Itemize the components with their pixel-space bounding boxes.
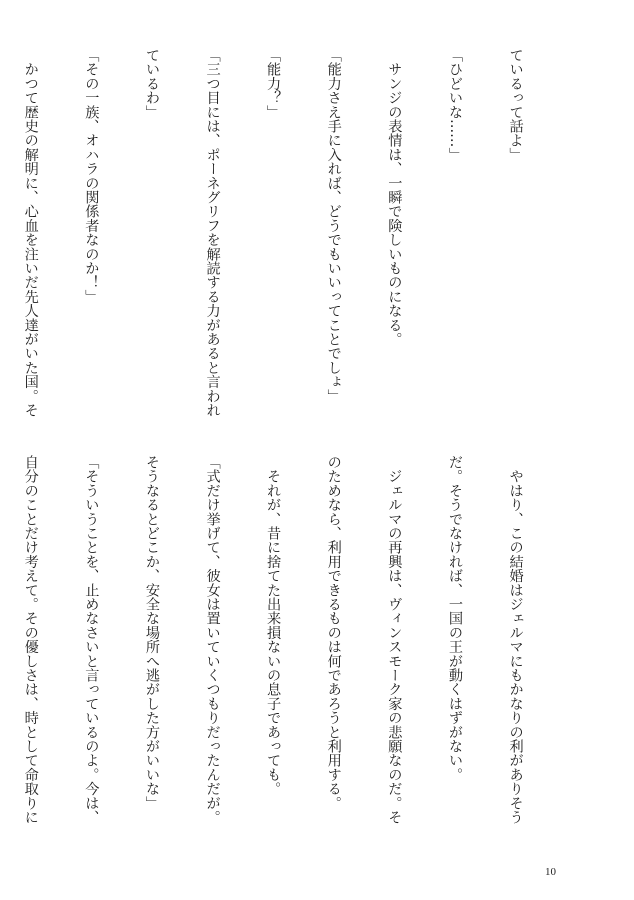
page-number: 10 — [545, 866, 556, 878]
text-column: それが、昔に捨てた出来損ないの息子であっても。 — [265, 455, 282, 796]
upper-text-block — [0, 48, 566, 420]
text-column: 「能力？」 — [265, 48, 282, 119]
text-column: ているって話よ」 — [507, 48, 524, 162]
text-column: かつて歴史の解明に、心血を注いだ先人達がいた国。そ — [22, 48, 39, 418]
text-column: ているわ」 — [143, 48, 160, 119]
text-column: だ。そうでなければ、一国の王が動くはずがない。 — [446, 455, 463, 782]
text-column: 「その一族、オハラの関係者なのか！」 — [83, 48, 100, 304]
text-column: 「三つ目には、ポーネグリフを解読する力があると言われ — [204, 48, 221, 418]
text-column: 「そういうことを、止めなさいと言っているのよ。今は、 — [83, 455, 100, 825]
text-column: そうなるとどこか、安全な場所へ逃がした方がいいな」 — [143, 455, 160, 810]
text-column: のためなら、利用できるものは何であろうと利用する。 — [325, 455, 342, 810]
text-column: 「式だけ挙げて、彼女は置いていくつもりだったんだが。 — [204, 455, 221, 825]
text-column: サンジの表情は、一瞬で険しいものになる。 — [386, 48, 403, 347]
text-column: ジェルマの再興は、ヴィンスモーク家の悲願なのだ。そ — [386, 455, 403, 825]
text-column: 自分のことだけ考えて。その優しさは、時として命取りに — [22, 455, 39, 825]
text-column: やはり、この結婚はジェルマにもかなりの利がありそう — [507, 455, 524, 825]
text-column: 「能力さえ手に入れば、どうでもいいってことでしょ」 — [325, 48, 342, 403]
lower-text-block — [0, 455, 566, 827]
text-column: 「ひどいな……」 — [446, 48, 463, 162]
